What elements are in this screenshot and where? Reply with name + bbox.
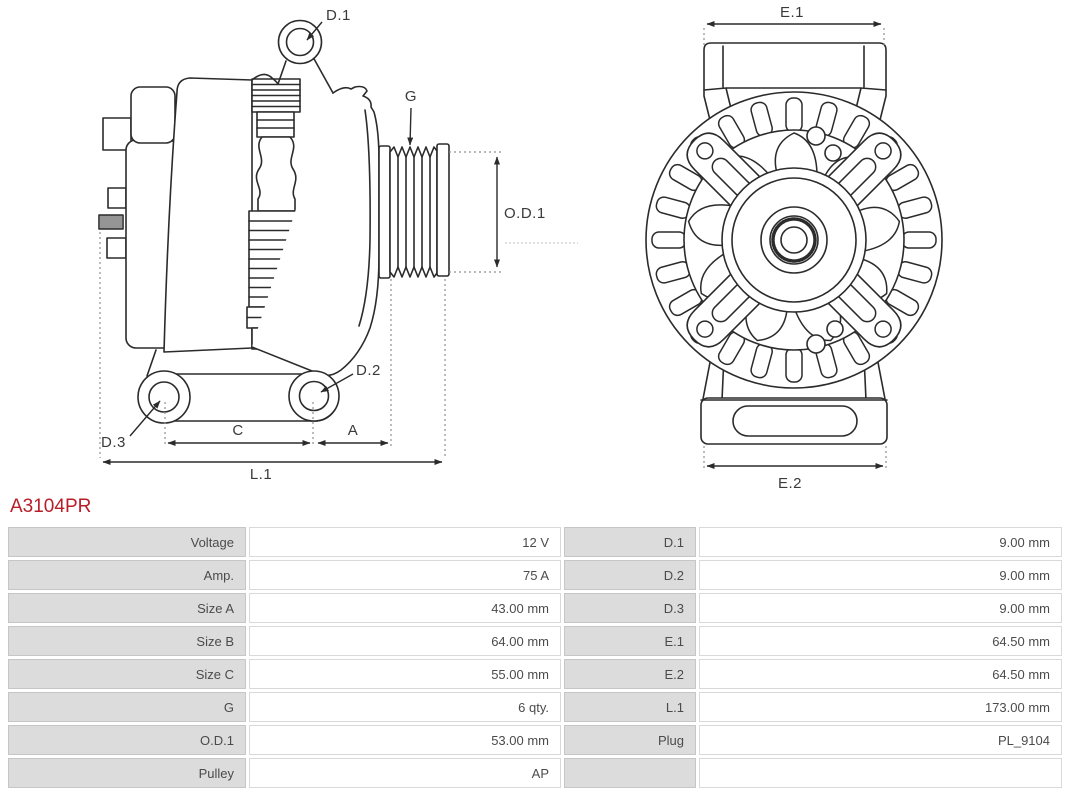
dim-label-e2: E.2 (777, 475, 803, 492)
dim-label-d3: D.3 (101, 434, 126, 451)
spec-label: Plug (564, 725, 696, 755)
dim-label-a: A (347, 422, 359, 439)
spec-label: D.3 (564, 593, 696, 623)
spec-label: Size C (8, 659, 246, 689)
spec-label: Voltage (8, 527, 246, 557)
leader-g (410, 108, 411, 145)
spec-value: 173.00 mm (699, 692, 1062, 722)
rear-stud-mid (108, 188, 126, 208)
bolt-hole (807, 127, 825, 145)
spec-value: 55.00 mm (249, 659, 561, 689)
side-view (99, 21, 449, 424)
dim-label-g: G (404, 88, 418, 105)
spec-value: 43.00 mm (249, 593, 561, 623)
spec-value: 9.00 mm (699, 560, 1062, 590)
part-number: A3104PR (10, 496, 92, 517)
rear-housing-top (131, 87, 175, 143)
spec-label: D.2 (564, 560, 696, 590)
rib-neck (257, 112, 294, 137)
spec-label: G (8, 692, 246, 722)
spec-value: 64.50 mm (699, 659, 1062, 689)
shaft-contour (256, 137, 295, 211)
spec-value: AP (249, 758, 561, 788)
top-mount-hole (287, 29, 314, 56)
spec-label: E.2 (564, 659, 696, 689)
spec-label: Amp. (8, 560, 246, 590)
dim-label-l1: L.1 (249, 466, 273, 483)
dim-label-d1: D.1 (326, 7, 351, 24)
dim-label-d2: D.2 (356, 362, 381, 379)
spec-label: Size B (8, 626, 246, 656)
right-lug-hole (300, 382, 329, 411)
spec-label: Size A (8, 593, 246, 623)
pulley-front-flange (437, 144, 449, 276)
spec-value: 75 A (249, 560, 561, 590)
spec-value: 6 qty. (249, 692, 561, 722)
pulley-back-flange (379, 146, 390, 278)
spec-value: 9.00 mm (699, 527, 1062, 557)
dim-label-c: C (232, 422, 244, 439)
dim-label-e1: E.1 (779, 4, 805, 21)
spec-label (564, 758, 696, 788)
spec-label: E.1 (564, 626, 696, 656)
dim-label-od1: O.D.1 (504, 205, 546, 222)
bolt-hole (807, 335, 825, 353)
bottom-bracket-slot (733, 406, 857, 436)
stator-body (164, 78, 252, 352)
spec-label: O.D.1 (8, 725, 246, 755)
spec-value: 53.00 mm (249, 725, 561, 755)
spec-table (8, 527, 1062, 788)
shaft-bore (781, 227, 807, 253)
spec-value: 64.00 mm (249, 626, 561, 656)
spec-label: L.1 (564, 692, 696, 722)
spec-value: 12 V (249, 527, 561, 557)
rear-stud-low (107, 238, 126, 258)
spec-value: 64.50 mm (699, 626, 1062, 656)
spec-label: D.1 (564, 527, 696, 557)
front-view (646, 43, 942, 444)
spec-value: PL_9104 (699, 725, 1062, 755)
spec-label: Pulley (8, 758, 246, 788)
bolt-hole (825, 145, 841, 161)
spec-value: 9.00 mm (699, 593, 1062, 623)
left-lug-hole (149, 382, 179, 412)
bolt-hole (827, 321, 843, 337)
spec-value (699, 758, 1062, 788)
